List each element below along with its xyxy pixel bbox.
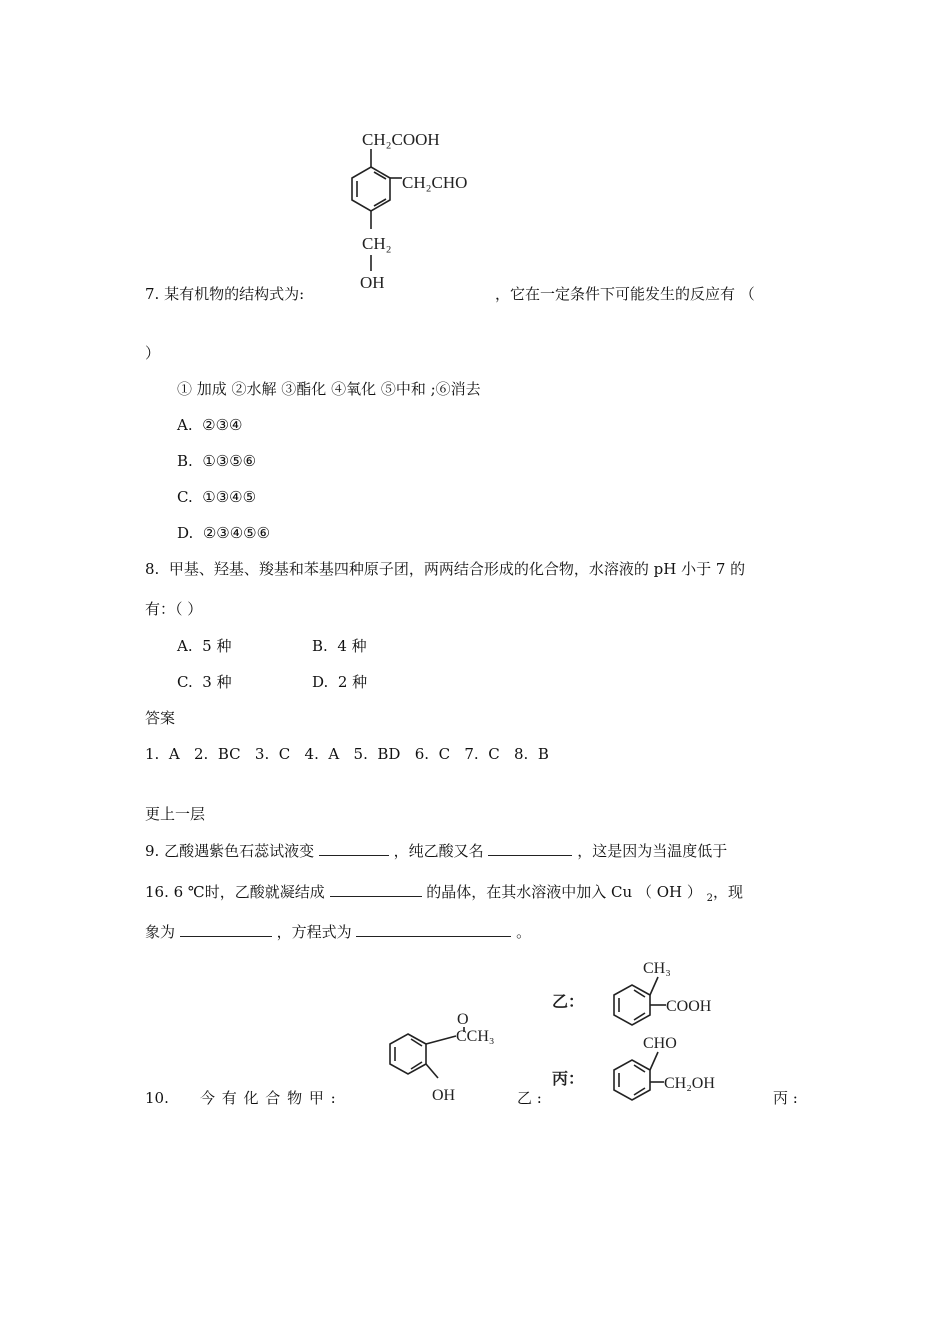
q7-side-group: CH₂CHO bbox=[402, 173, 468, 192]
q7-reactions: ① 加成 ②水解 ③酯化 ④氧化 ⑤中和 ;⑥消去 bbox=[177, 380, 481, 398]
q7-option-a: A. ②③④ bbox=[177, 416, 243, 434]
q10-yi-structure bbox=[548, 955, 748, 1030]
section-heading: 更上一层 bbox=[145, 805, 206, 823]
q7-option-b: B. ①③⑤⑥ bbox=[177, 452, 257, 470]
q8-option-b: B. 4 种 bbox=[312, 637, 367, 655]
q8-option-a: A. 5 种 bbox=[177, 637, 232, 655]
q10-yi-label: 乙 : bbox=[517, 1089, 542, 1107]
q7-top-group: CH₂COOH bbox=[362, 130, 440, 149]
q9-blank-3[interactable] bbox=[330, 882, 422, 897]
q8-stem-line2: 有：（ ） bbox=[145, 600, 203, 618]
q9-blank-2[interactable] bbox=[488, 841, 572, 856]
q9-blank-4[interactable] bbox=[180, 922, 272, 937]
q7-bottom-oh: OH bbox=[360, 273, 385, 292]
q7-option-c: C. ①③④⑤ bbox=[177, 488, 257, 506]
q9-line1: 9. 乙酸遇紫色石蕊试液变 ，纯乙酸又名 ，这是因为当温度低于 bbox=[145, 842, 728, 860]
q9-blank-5[interactable] bbox=[356, 922, 511, 937]
svg-text:O: O bbox=[457, 1011, 469, 1028]
answers-heading: 答案 bbox=[145, 709, 176, 727]
q10-text: 今 有 化 合 物 甲 : bbox=[200, 1089, 336, 1107]
svg-text:CHO: CHO bbox=[643, 1035, 677, 1052]
q7-stem bbox=[145, 284, 304, 304]
q7-option-d: D. ②③④⑤⑥ bbox=[177, 524, 271, 542]
q10-bing-label: 丙 : bbox=[773, 1089, 798, 1107]
q8-stem-line1: 8. 甲基、羟基、羧基和苯基四种原子团，两两结合形成的化合物，水溶液的 pH 小于 7 的 bbox=[145, 560, 746, 578]
svg-text:OH: OH bbox=[432, 1087, 456, 1104]
q10-bing-structure bbox=[548, 1028, 748, 1110]
svg-text:CH₃: CH₃ bbox=[643, 960, 671, 977]
q9-blank-1[interactable] bbox=[319, 841, 389, 856]
q9-line3: 象为 ，方程式为 。 bbox=[145, 923, 532, 941]
svg-text:CH₂OH: CH₂OH bbox=[664, 1075, 715, 1092]
q10-number: 10. bbox=[145, 1089, 169, 1107]
svg-text:乙：: 乙： bbox=[552, 994, 585, 1011]
q8-number: 8. bbox=[145, 560, 160, 578]
q10-jia-structure bbox=[380, 1008, 530, 1108]
q7-text-after: ，它在一定条件下可能发生的反应有 （ bbox=[495, 285, 755, 303]
q8-option-d: D. 2 种 bbox=[312, 673, 368, 691]
q7-number: 7. bbox=[145, 285, 160, 303]
q8-option-c: C. 3 种 bbox=[177, 673, 232, 691]
q7-bottom-group: CH₂ bbox=[362, 234, 392, 253]
q7-structure bbox=[340, 125, 520, 295]
q9-line2: 16. 6 ℃时，乙酸就凝结成 的晶体，在其水溶液中加入 Cu （ OH ） $_2$，现 bbox=[145, 883, 744, 904]
q7-paren-close: ） bbox=[145, 344, 161, 362]
svg-text:CCH₃: CCH₃ bbox=[456, 1028, 495, 1045]
svg-text:丙：: 丙： bbox=[552, 1071, 585, 1088]
svg-text:COOH: COOH bbox=[666, 998, 712, 1015]
answers-list: 1. A 2. BC 3. C 4. A 5. BD 6. C 7. C 8. B bbox=[145, 745, 549, 763]
q7-text-before: 某有机物的结构式为: bbox=[164, 285, 305, 303]
